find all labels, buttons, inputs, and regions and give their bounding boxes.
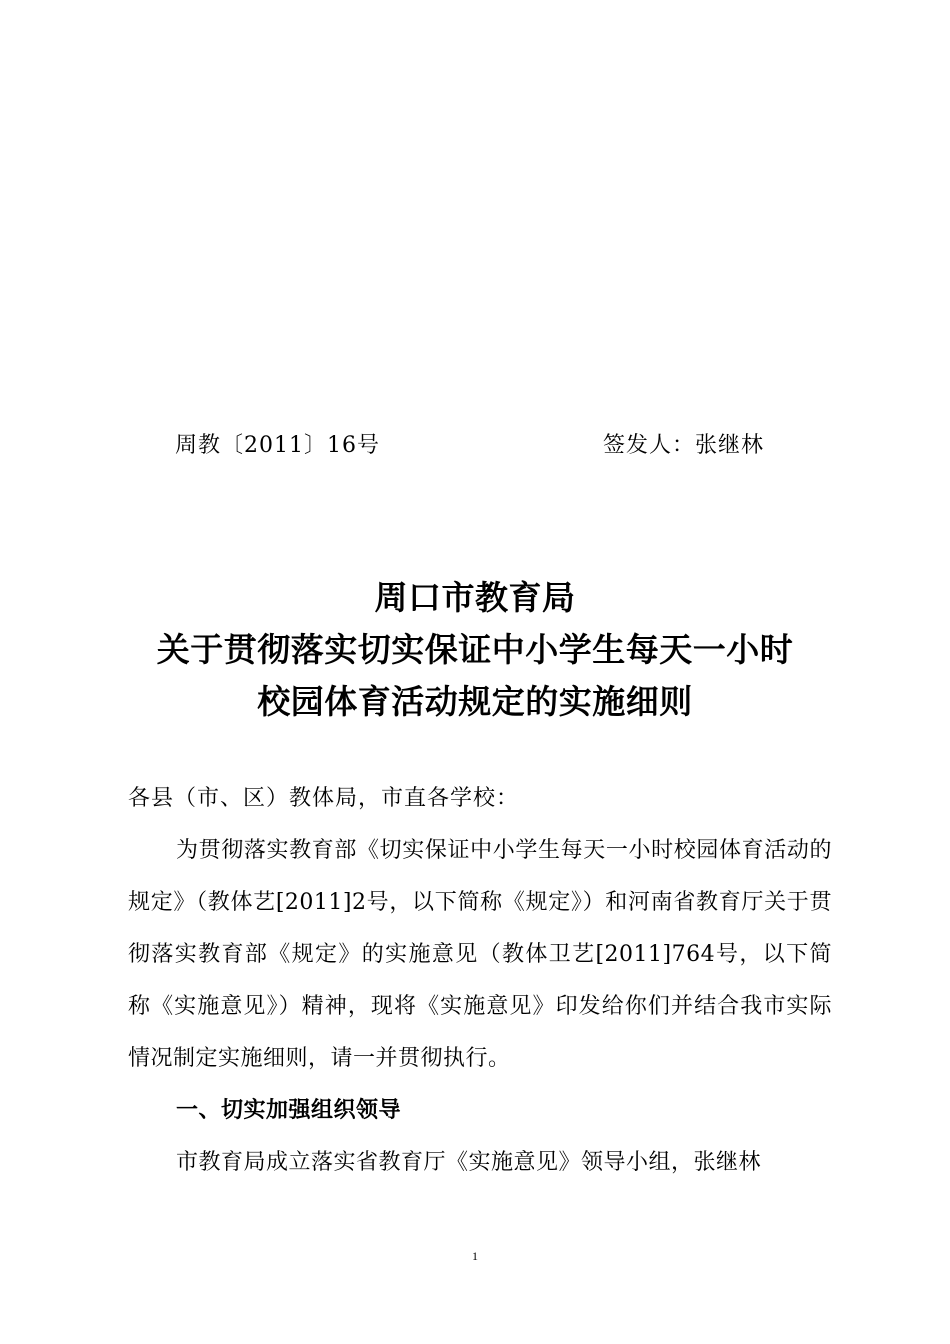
salutation: 各县（市、区）教体局，市直各学校： [128,786,520,811]
document-header [0,428,950,464]
paragraph-section-1: 市教育局成立落实省教育厅《实施意见》领导小组，张继林 [176,1150,762,1175]
page-number: 1 [472,1249,478,1263]
section-heading-1: 一、切实加强组织领导 [176,1098,402,1123]
title-line-1: 周口市教育局 [374,578,576,617]
signer: 签发人：张继林 [603,433,765,458]
title-line-2: 关于贯彻落实切实保证中小学生每天一小时 [156,630,794,669]
document-title [0,572,950,728]
document-number: 周教〔2011〕16号 [175,433,380,458]
paragraph-intro: 为贯彻落实教育部《切实保证中小学生每天一小时校园体育活动的规定》（教体艺[2011]2号，以下简称《规定》）和河南省教育厅关于贯彻落实教育部《规定》的实施意见（教体卫艺[2011]764号，以下简称《实施意见》）精神，现将《实施意见》印发给你们并结合我市实际情况制定实施细则，请一并贯彻执行。 [128,838,832,1071]
title-line-3: 校园体育活动规定的实施细则 [257,682,693,721]
document-body [128,773,832,1189]
